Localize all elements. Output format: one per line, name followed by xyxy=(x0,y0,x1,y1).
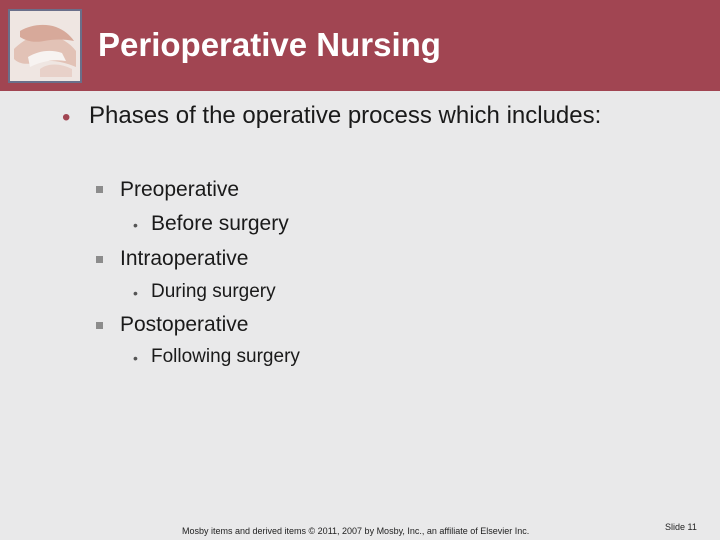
square-bullet-icon xyxy=(96,322,103,329)
phase-label: Postoperative xyxy=(120,313,249,336)
round-bullet-icon: • xyxy=(62,104,71,131)
slide-title: Perioperative Nursing xyxy=(98,26,441,63)
square-bullet-icon xyxy=(96,186,103,193)
phase-detail: Before surgery xyxy=(151,212,289,235)
copyright-footer: Mosby items and derived items © 2011, 2007 by Mosby, Inc., an affiliate of Elsevier Inc. xyxy=(182,526,530,536)
square-bullet-icon xyxy=(96,256,103,263)
phase-detail: During surgery xyxy=(151,281,276,302)
dot-bullet-icon: • xyxy=(133,285,138,301)
main-bullet-text: Phases of the operative process which includes: xyxy=(89,102,602,129)
dot-bullet-icon: • xyxy=(133,350,138,366)
phase-label: Intraoperative xyxy=(120,247,249,270)
title-bar xyxy=(0,0,720,91)
hands-photo-icon xyxy=(8,9,82,83)
dot-bullet-icon: • xyxy=(133,217,138,233)
phase-label: Preoperative xyxy=(120,178,240,201)
slide-number: Slide 11 xyxy=(665,522,697,532)
phase-detail: Following surgery xyxy=(151,346,300,367)
